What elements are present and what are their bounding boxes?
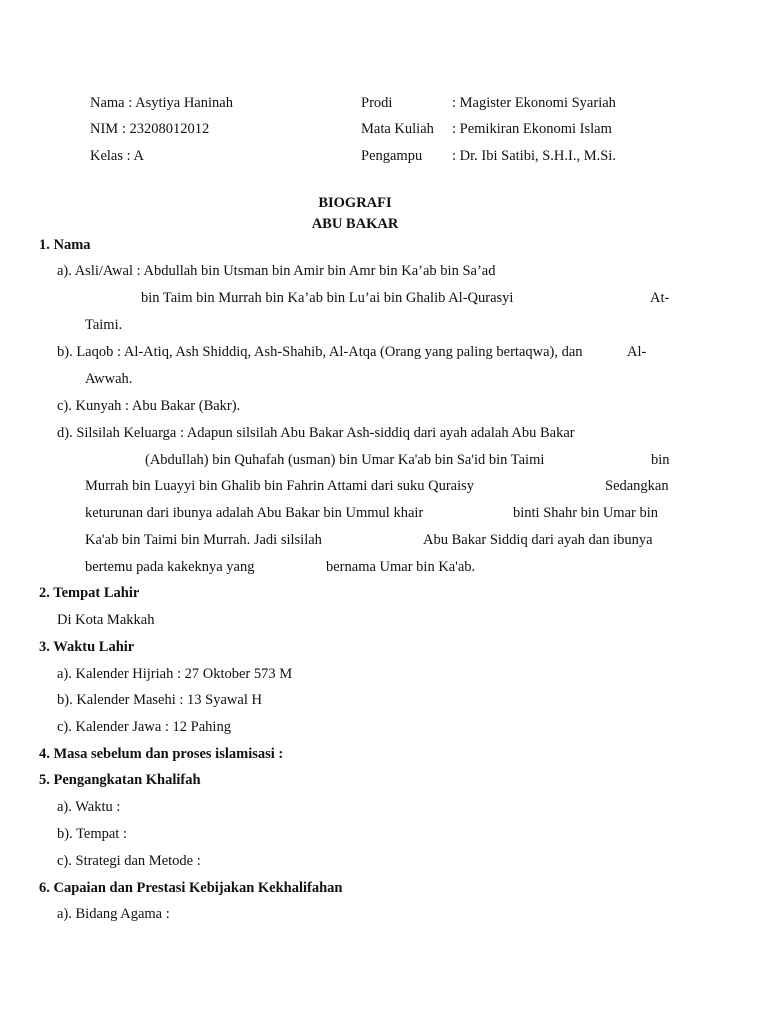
section-6-heading: 6. Capaian dan Prestasi Kebijakan Kekhalifahan (39, 880, 343, 896)
s3-masehi: b). Kalender Masehi : 13 Syawal H (57, 692, 262, 708)
s1-laqob-line1-end: Al- (627, 344, 647, 360)
s5-strategi: c). Strategi dan Metode : (57, 853, 201, 869)
s1-silsilah-line2: (Abdullah) bin Quhafah (usman) bin Umar Ka'ab bin Sa'id bin Taimi (145, 452, 545, 468)
course-value: : Pemikiran Ekonomi Islam (452, 121, 612, 137)
s1-silsilah-line3-end: Sedangkan (605, 478, 669, 494)
document-title: BIOGRAFI (318, 195, 392, 211)
student-class: Kelas : A (90, 148, 144, 164)
s1-asli-line2: bin Taim bin Murrah bin Ka’ab bin Lu’ai bin Ghalib Al-Qurasyi (141, 290, 514, 306)
s1-silsilah-line6-end: bernama Umar bin Ka'ab. (326, 559, 476, 575)
s1-silsilah-line1: d). Silsilah Keluarga : Adapun silsilah Abu Bakar Ash-siddiq dari ayah adalah Abu Bakar (57, 425, 575, 441)
s1-kunyah: c). Kunyah : Abu Bakar (Bakr). (57, 398, 241, 414)
prodi-value: : Magister Ekonomi Syariah (452, 95, 616, 111)
lecturer-label: Pengampu (361, 148, 423, 164)
section-4-heading: 4. Masa sebelum dan proses islamisasi : (39, 746, 284, 762)
s1-laqob-line2: Awwah. (85, 371, 133, 387)
section-1-heading: 1. Nama (39, 237, 91, 253)
s1-silsilah-line5-end: Abu Bakar Siddiq dari ayah dan ibunya (423, 532, 653, 548)
s1-silsilah-line4-end: binti Shahr bin Umar bin (513, 505, 658, 521)
s1-asli-line1: a). Asli/Awal : Abdullah bin Utsman bin Amir bin Amr bin Ka’ab bin Sa’ad (57, 263, 496, 279)
s5-waktu: a). Waktu : (57, 799, 121, 815)
s2-text: Di Kota Makkah (57, 612, 155, 628)
s1-silsilah-line5: Ka'ab bin Taimi bin Murrah. Jadi silsilah (85, 532, 322, 548)
s1-silsilah-line6: bertemu pada kakeknya yang (85, 559, 255, 575)
student-name: Nama : Asytiya Haninah (90, 95, 233, 111)
document-subtitle: ABU BAKAR (311, 216, 399, 232)
s5-tempat: b). Tempat : (57, 826, 127, 842)
course-label: Mata Kuliah (361, 121, 434, 137)
student-nim: NIM : 23208012012 (90, 121, 210, 137)
s1-silsilah-line2-end: bin (651, 452, 670, 468)
section-2-heading: 2. Tempat Lahir (39, 585, 140, 601)
section-5-heading: 5. Pengangkatan Khalifah (39, 772, 201, 788)
s1-silsilah-line4: keturunan dari ibunya adalah Abu Bakar bin Ummul khair (85, 505, 424, 521)
section-3-heading: 3. Waktu Lahir (39, 639, 135, 655)
s3-jawa: c). Kalender Jawa : 12 Pahing (57, 719, 231, 735)
s1-laqob-line1: b). Laqob : Al-Atiq, Ash Shiddiq, Ash-Shahib, Al-Atqa (Orang yang paling bertaqwa), dan (57, 344, 583, 360)
s1-silsilah-line3: Murrah bin Luayyi bin Ghalib bin Fahrin Attami dari suku Quraisy (85, 478, 475, 494)
prodi-label: Prodi (361, 95, 393, 111)
lecturer-value: : Dr. Ibi Satibi, S.H.I., M.Si. (452, 148, 616, 164)
s1-asli-line2-end: At- (650, 290, 670, 306)
s3-hijriah: a). Kalender Hijriah : 27 Oktober 573 M (57, 666, 293, 682)
s6-agama: a). Bidang Agama : (57, 906, 170, 922)
s1-asli-line3: Taimi. (85, 317, 123, 333)
